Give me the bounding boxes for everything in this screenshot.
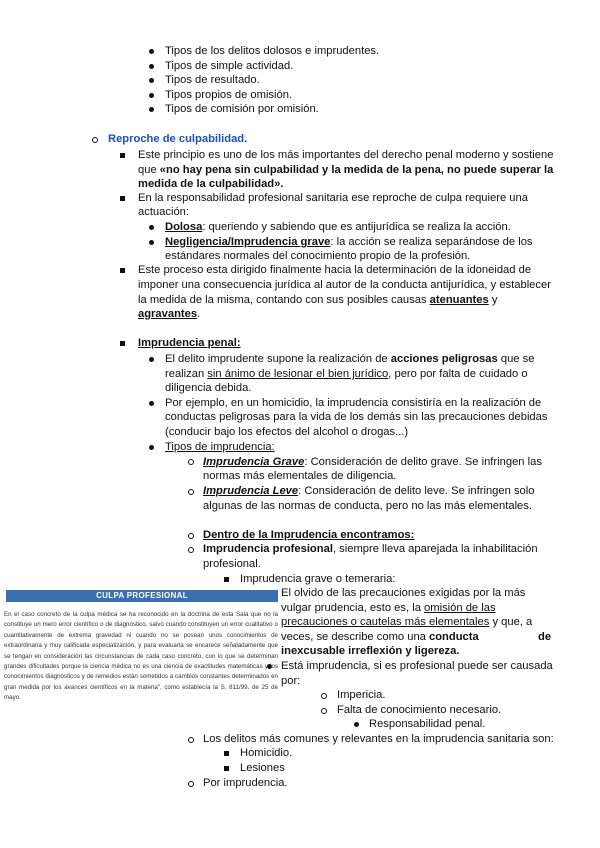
bullet-icon: [149, 357, 154, 362]
list-item: Falta de conocimiento necesario.: [337, 704, 502, 716]
list-item: Imprudencia Leve: Consideración de delito leve. Se infringen solo: [203, 485, 535, 497]
circle-bullet-icon: [188, 737, 194, 743]
list-item-continuation: (conducir bajo los efectos del alcohol o drogas...): [165, 426, 409, 438]
paragraph-line: la medida de la misma, contando con sus posibles causas atenuantes y: [138, 294, 498, 306]
list-item-continuation: de: [538, 631, 552, 643]
list-item-continuation: realizan sin ánimo de lesionar el bien jurídico, pero por falta de cuidado o: [165, 368, 528, 380]
list-item: Responsabilidad penal.: [369, 718, 486, 730]
list-item: Tipos de los delitos dolosos e imprudentes.: [165, 45, 380, 57]
square-bullet-icon: [224, 751, 229, 756]
list-item: Dentro de la Imprudencia encontramos:: [203, 529, 415, 541]
section-heading: Reproche de culpabilidad.: [108, 133, 248, 145]
list-item: Tipos propios de omisión.: [165, 89, 293, 101]
square-bullet-icon: [224, 766, 229, 771]
paragraph-line: imponer una consecuencia jurídica al autor de la conducta antijurídica, y establecer: [138, 279, 551, 291]
bullet-icon: [149, 93, 154, 98]
list-item-continuation: veces, se describe como una conducta: [281, 631, 479, 643]
list-item: Por imprudencia.: [203, 777, 288, 789]
list-item-continuation: conductas peligrosas para la vida de los demás sin las precauciones debidas: [165, 411, 548, 423]
list-item: Tipos de resultado.: [165, 74, 260, 86]
paragraph-line: Este proceso esta dirigido finalmente hacia la determinación de la idoneidad de: [138, 264, 532, 276]
list-item: Dolosa: queriendo y sabiendo que es antijurídica se realiza la acción.: [165, 221, 511, 233]
list-item: Por ejemplo, en un homicidio, la imprudencia consistiría en la realización de: [165, 397, 542, 409]
square-bullet-icon: [224, 577, 229, 582]
paragraph-line: En la responsabilidad profesional sanitaria ese reproche de culpa requiere una: [138, 192, 528, 204]
paragraph-line: actuación:: [138, 206, 189, 218]
list-item: Los delitos más comunes y relevantes en la imprudencia sanitaria son:: [203, 733, 554, 745]
bullet-icon: [149, 240, 154, 245]
paragraph-line: agravantes.: [138, 308, 201, 320]
list-item: El delito imprudente supone la realización de acciones peligrosas que se: [165, 353, 535, 365]
circle-bullet-icon: [188, 459, 194, 465]
circle-bullet-icon: [321, 693, 327, 699]
bullet-icon: [149, 225, 154, 230]
bullet-icon: [149, 49, 154, 54]
list-item: Lesiones: [240, 762, 285, 774]
list-item-continuation: inexcusable irreflexión y ligereza.: [281, 645, 460, 657]
list-item-continuation: diligencia debida.: [165, 382, 252, 394]
bullet-icon: [149, 107, 154, 112]
list-item: Imprudencia Grave: Consideración de delito grave. Se infringen las: [203, 456, 542, 468]
list-item: Tipos de simple actividad.: [165, 60, 294, 72]
square-bullet-icon: [120, 268, 125, 273]
list-item-continuation: precauciones o cautelas más elementales y que, a: [281, 616, 533, 628]
bullet-icon: [149, 78, 154, 83]
bullet-icon: [149, 445, 154, 450]
circle-bullet-icon: [188, 533, 194, 539]
paragraph-line: Este principio es uno de los más importantes del derecho penal moderno y sostiene: [138, 149, 554, 161]
list-item-continuation: vulgar prudencia, esto es, la omisión de las: [281, 602, 496, 614]
paragraph-line: medida de la culpabilidad».: [138, 178, 284, 190]
list-item: Tipos de imprudencia:: [165, 441, 275, 453]
bullet-icon: [354, 722, 359, 727]
circle-bullet-icon: [188, 781, 194, 787]
list-item: Negligencia/Imprudencia grave: la acción se realiza separándose de los: [165, 236, 533, 248]
list-item-continuation: por:: [281, 675, 301, 687]
culpa-profesional-image: [0, 588, 280, 728]
list-item: Tipos de comisión por omisión.: [165, 103, 319, 115]
list-item-continuation: profesional.: [203, 558, 261, 570]
circle-bullet-icon: [321, 708, 327, 714]
square-bullet-icon: [120, 196, 125, 201]
section-heading: Imprudencia penal:: [138, 337, 241, 349]
circle-bullet-icon: [92, 137, 98, 143]
bullet-icon: [149, 401, 154, 406]
circle-bullet-icon: [188, 547, 194, 553]
list-item: El olvido de las precauciones exigidas por la más: [281, 587, 526, 599]
figure-heading: CULPA PROFESIONAL: [6, 590, 278, 602]
list-item: Homicidio.: [240, 747, 293, 759]
list-item-continuation: estándares normales del conocimiento propio de la profesión.: [165, 250, 471, 262]
circle-bullet-icon: [188, 489, 194, 495]
figure-body: En el caso concreto de la culpa médica se ha reconocido en la doctrina de esta Sala que no la constituye un mero error científico o de diagnóstico, salvo cuando constituyen un error cualitativo o cuantitativamente de extrema gravedad ni cuando no se posean unos conocimientos de extraordinaria y muy calificada especialización, y para evaluarla se encarece señaladamente que se tengan en consideración las circunstancias de cada caso concreto, con lo que se determinan grandes dificultades porque la ciencia médica no es una ciencia de exactitudes matemáticas y los conocimientos diagnósticos y de remedios están sometidos a cambios constantes determinados en gran medida por los avances científicos en la materia", como establecía la S. 811/99, de 25 de mayo.: [4, 611, 278, 702]
paragraph-line: que «no hay pena sin culpabilidad y la medida de la pena, no puede superar la: [138, 164, 554, 176]
list-item: Imprudencia profesional, siempre lleva aparejada la inhabilitación: [203, 543, 538, 555]
list-item-continuation: normas más elementales de diligencia.: [203, 470, 397, 482]
square-bullet-icon: [120, 341, 125, 346]
square-bullet-icon: [120, 153, 125, 158]
list-item: Impericia.: [337, 689, 386, 701]
list-item: Imprudencia grave o temeraria:: [240, 573, 396, 585]
list-item: Está imprudencia, si es profesional puede ser causada: [281, 660, 553, 672]
bullet-icon: [149, 64, 154, 69]
list-item-continuation: algunas de las normas de conducta, pero no las más elementales.: [203, 500, 532, 512]
